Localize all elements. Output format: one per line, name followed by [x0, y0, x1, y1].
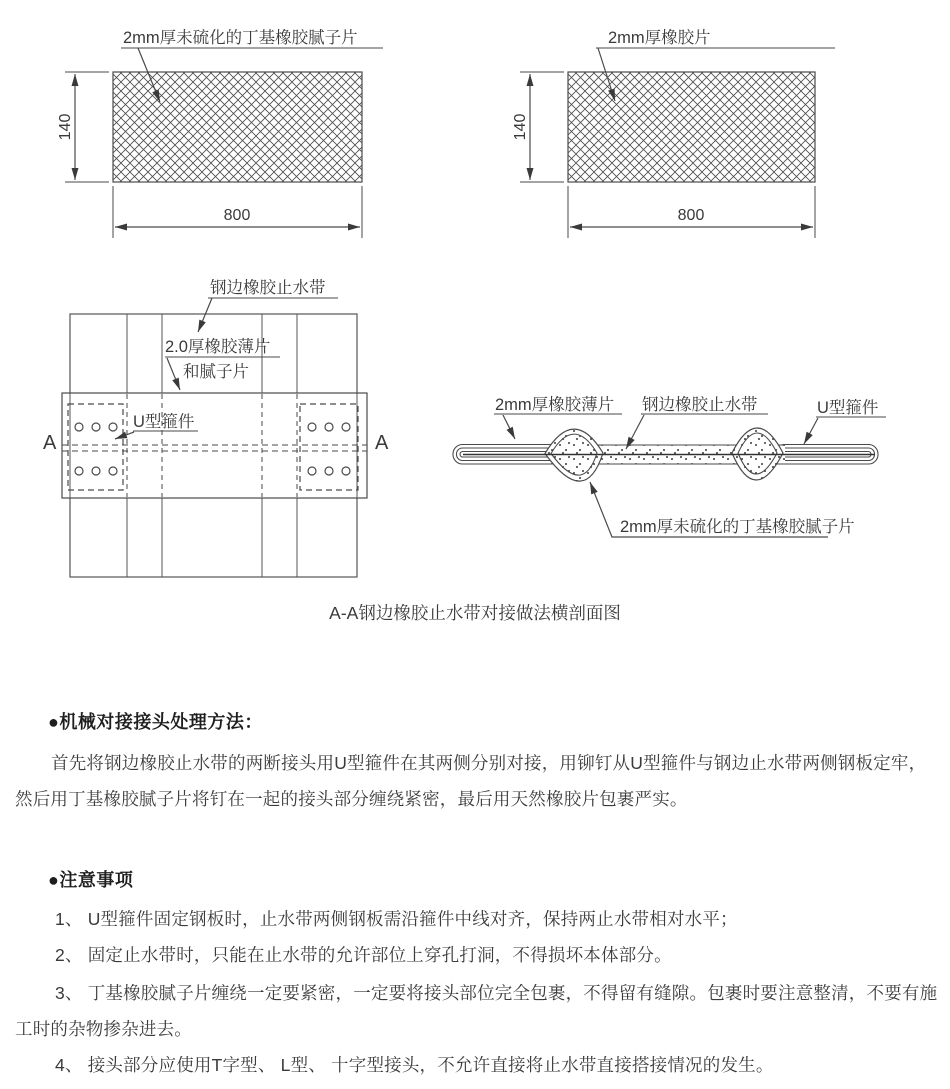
putty-sheet-hatch-rect [113, 72, 362, 182]
diagram-putty-sheet [40, 10, 390, 245]
leader-arrow [167, 358, 180, 390]
section-mark-a-right: A [375, 432, 389, 454]
diagram-rubber-sheet [495, 10, 895, 245]
section-waterstop-label: 钢边橡胶止水带 [642, 396, 758, 414]
diagram-plan-view [30, 270, 430, 605]
leader-arrow [804, 418, 818, 444]
note-item-2: 2、 固定止水带时，只能在止水带的允许部位上穿孔打洞，不得损坏本体部分。 [55, 945, 672, 965]
note-item-4: 4、 接头部分应使用T字型、 L型、 十字型接头，不允许直接将止水带直接搭接情况的发生。 [55, 1055, 774, 1075]
leader-arrow [626, 415, 644, 449]
diagram-cross-section [445, 385, 905, 545]
section-clamp-label: U型箍件 [817, 399, 879, 417]
note-item-3: 3、 丁基橡胶腻子片缠绕一定要紧密，一定要将接头部位完全包裹，不得留有缝隙。包裹时要注意整清，不要有施 [55, 983, 938, 1003]
note-item-1: 1、 U型箍件固定钢板时，止水带两侧钢板需沿箍件中线对齐，保持两止水带相对水平； [55, 909, 738, 929]
rubber-sheet-hatch-rect [568, 72, 815, 182]
notes-heading: ●注意事项 [48, 870, 134, 890]
leader-arrow [503, 415, 515, 439]
rubber-sheet-label: 2mm厚橡胶片 [608, 29, 711, 47]
note-item-3-continued: 工时的杂物掺杂进去。 [15, 1019, 192, 1039]
leader-arrow [198, 298, 212, 332]
method-line-1: 首先将钢边橡胶止水带的两断接头用U型箍件在其两侧分别对接，用铆钉从U型箍件与钢边止水带两侧钢板定牢， [51, 753, 927, 773]
dim-width-label: 800 [223, 207, 251, 224]
plan-sheet-label-line1: 2.0厚橡胶薄片 [165, 338, 271, 356]
plan-clamp-label: U型箍件 [133, 413, 195, 431]
dim-height-label: 140 [512, 113, 529, 141]
method-line-2: 然后用丁基橡胶腻子片将钉在一起的接头部分缠绕紧密，最后用天然橡胶片包裹严实。 [15, 789, 688, 809]
plan-sheet-label-line2: 和腻子片 [183, 363, 249, 381]
section-putty-label: 2mm厚未硫化的丁基橡胶腻子片 [620, 518, 855, 536]
method-heading: ●机械对接接头处理方法： [48, 712, 263, 732]
section-rubber-sheet-label: 2mm厚橡胶薄片 [495, 396, 615, 414]
dim-width-label: 800 [677, 207, 705, 224]
section-mark-a-left: A [43, 432, 57, 454]
putty-sheet-label: 2mm厚未硫化的丁基橡胶腻子片 [123, 29, 358, 47]
section-caption: A-A钢边橡胶止水带对接做法横剖面图 [329, 603, 621, 623]
dim-height-label: 140 [57, 113, 74, 141]
plan-waterstop-label: 钢边橡胶止水带 [210, 279, 326, 297]
